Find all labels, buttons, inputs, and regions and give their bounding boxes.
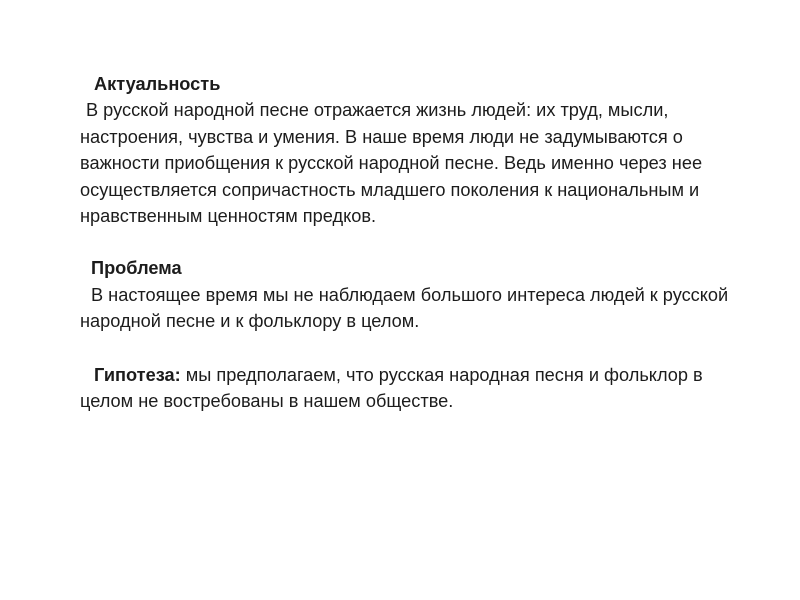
problem-text: В настоящее время мы не наблюдаем большого интереса людей к русской народной песне и к фольклору в целом. bbox=[80, 284, 729, 332]
hypothesis-label: Гипотеза: bbox=[94, 364, 181, 385]
relevance-text: В русской народной песне отражается жизнь людей: их труд, мысли, настроения, чувства и умения. В наше время люди не задумываются о важности приобщения к русской народной песне. Ведь именно через нее осуществляется сопричастность младшего поколения к национальным и нравственным ценностям предков. bbox=[80, 100, 703, 227]
relevance-heading: Актуальность bbox=[94, 74, 221, 94]
relevance-section bbox=[80, 71, 730, 229]
hypothesis-section bbox=[80, 362, 730, 415]
hypothesis-text: мы предполагаем, что русская народная песня и фольклор в целом не востребованы в нашем обществе. bbox=[80, 364, 703, 412]
slide-content bbox=[80, 71, 730, 414]
problem-heading: Проблема bbox=[91, 258, 182, 279]
problem-section bbox=[80, 255, 730, 334]
